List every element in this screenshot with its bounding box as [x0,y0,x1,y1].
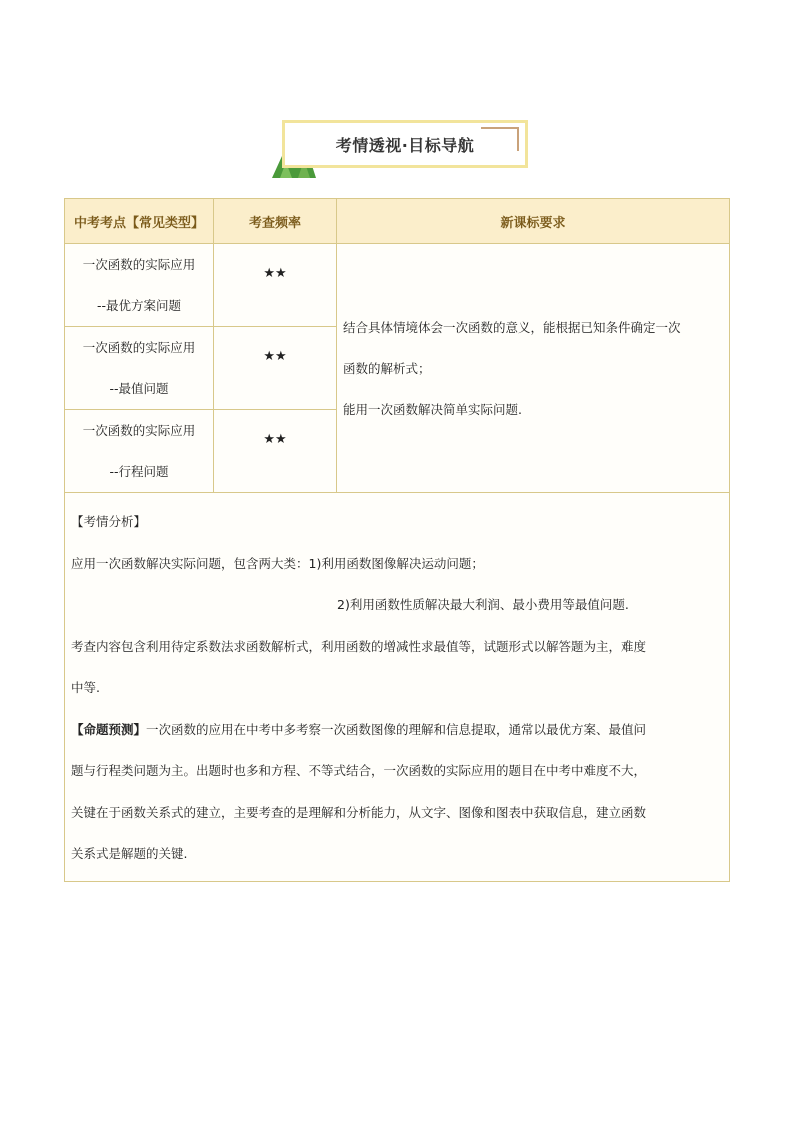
requirement-cell [337,244,730,493]
frequency-cell: ★★ [214,244,337,327]
topic-line1: 一次函数的实际应用 [82,423,196,438]
header-requirement: 新课标要求 [337,199,730,244]
analysis-line4: 中等. [71,680,100,695]
analysis-line1: 应用一次函数解决实际问题，包含两大类：1)利用函数图像解决运动问题； [71,555,484,571]
requirement-line1: 结合具体情境体会一次函数的意义，能根据已知条件确定一次 [343,319,681,335]
topic-cell [65,327,214,410]
forecast-line4: 关系式是解题的关键. [71,846,188,861]
topic-line2: --行程问题 [109,464,169,479]
analysis-row [65,493,730,882]
banner-bracket-decoration [481,127,519,151]
exam-table [64,198,730,882]
forecast-line1 [71,709,723,751]
requirement-line2: 函数的解析式； [343,360,431,376]
topic-line1: 一次函数的实际应用 [82,340,196,355]
frequency-cell: ★★ [214,410,337,493]
analysis-heading: 【考情分析】 [71,514,147,529]
analysis-line3: 考查内容包含利用待定系数法求函数解析式，利用函数的增减性求最值等，试题形式以解答题为主，难度 [71,638,647,654]
frequency-cell: ★★ [214,327,337,410]
header-frequency: 考查频率 [214,199,337,244]
analysis-line2: 2)利用函数性质解决最大利润、最小费用等最值问题. [337,597,629,612]
topic-cell [65,244,214,327]
forecast-line2: 题与行程类问题为主。出题时也多和方程、不等式结合，一次函数的实际应用的题目在中考中难度不大， [71,763,647,778]
requirement-line3: 能用一次函数解决简单实际问题. [343,401,522,417]
banner-box [282,120,528,168]
forecast-heading: 【命题预测】 [71,721,147,737]
topic-cell [65,410,214,493]
header-topic: 中考考点【常见类型】 [65,199,214,244]
forecast-text1: 一次函数的应用在中考中多考察一次函数图像的理解和信息提取，通常以最优方案、最值问 [146,721,647,737]
topic-line2: --最值问题 [109,381,169,396]
topic-line1: 一次函数的实际应用 [82,257,196,272]
table-header-row [65,199,730,244]
forecast-line3: 关键在于函数关系式的建立，主要考查的是理解和分析能力，从文字、图像和图表中获取信息，建立函数 [71,804,647,820]
banner-title: 考情透视·目标导航 [335,135,475,155]
analysis-cell [65,493,730,882]
topic-line2: --最优方案问题 [96,298,182,313]
table-row [65,244,730,327]
section-banner [272,118,534,180]
